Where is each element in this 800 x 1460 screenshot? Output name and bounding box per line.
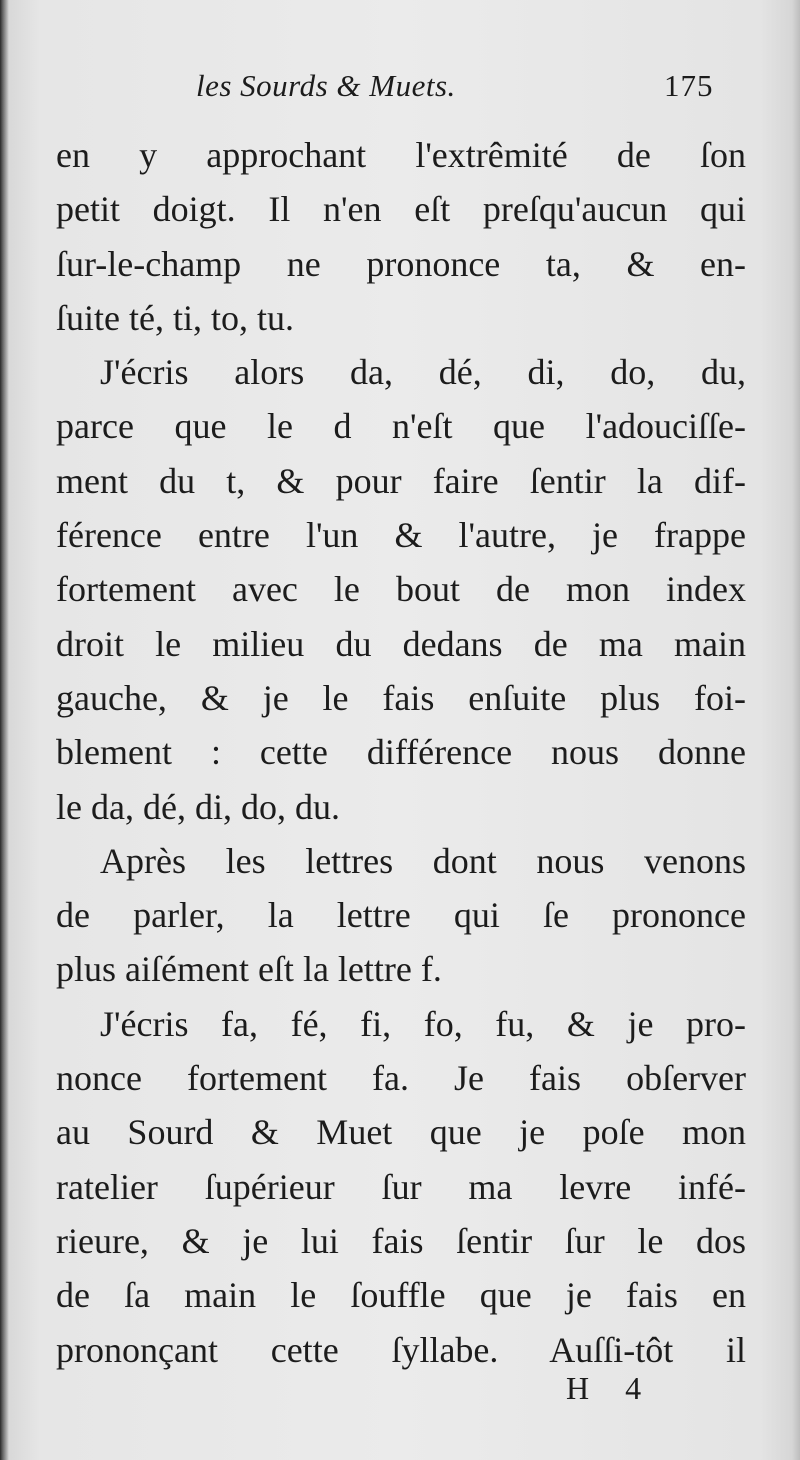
text-line: de parler, la lettre qui ſe prononce [56,895,746,936]
text-line: rieure, & je lui fais ſentir ſur le dos [56,1220,746,1261]
text-line: en y approchant l'extrêmité de ſon [56,135,746,175]
page-header [0,68,800,116]
text-line: nonce fortement fa. Je fais obſerver [56,1058,746,1099]
text-line: de ſa main le ſouffle que je fais en [56,1275,746,1316]
text-line: plus aiſément eſt la lettre f. [56,949,442,990]
text-line: le da, dé, di, do, du. [56,786,340,827]
signature-mark: H 4 [566,1370,656,1406]
text-line: parce que le d n'eſt que l'adouciſſe- [56,406,746,447]
paragraph-first-line: J'écris fa, fé, fi, fo, fu, & je pro- [100,1003,746,1044]
text-line: petit doigt. Il n'en eſt preſqu'aucun qui [56,189,746,230]
text-line: blement : cette différence nous donne [56,732,746,773]
text-line: ment du t, & pour faire ſentir la dif- [56,460,746,501]
page-footer [0,1370,800,1420]
text-line: ſur-le-champ ne prononce ta, & en- [56,243,746,284]
text-line: gauche, & je le fais enſuite plus foi- [56,677,746,718]
text-line: prononçant cette ſyllabe. Auſſi-tôt il [56,1329,746,1370]
body-text [56,128,746,1377]
page-number: 175 [664,68,714,103]
paragraph-first-line: Après les lettres dont nous venons [100,840,746,881]
running-title: les Sourds & Muets. [196,68,456,103]
text-line: ratelier ſupérieur ſur ma levre infé- [56,1166,746,1207]
text-line: férence entre l'un & l'autre, je frappe [56,515,746,556]
text-line: droit le milieu du dedans de ma main [56,623,746,664]
paragraph-first-line: J'écris alors da, dé, di, do, du, [100,352,746,393]
text-line: au Sourd & Muet que je poſe mon [56,1112,746,1153]
text-line: fortement avec le bout de mon index [56,569,746,610]
text-line: ſuite té, ti, to, tu. [56,297,294,338]
